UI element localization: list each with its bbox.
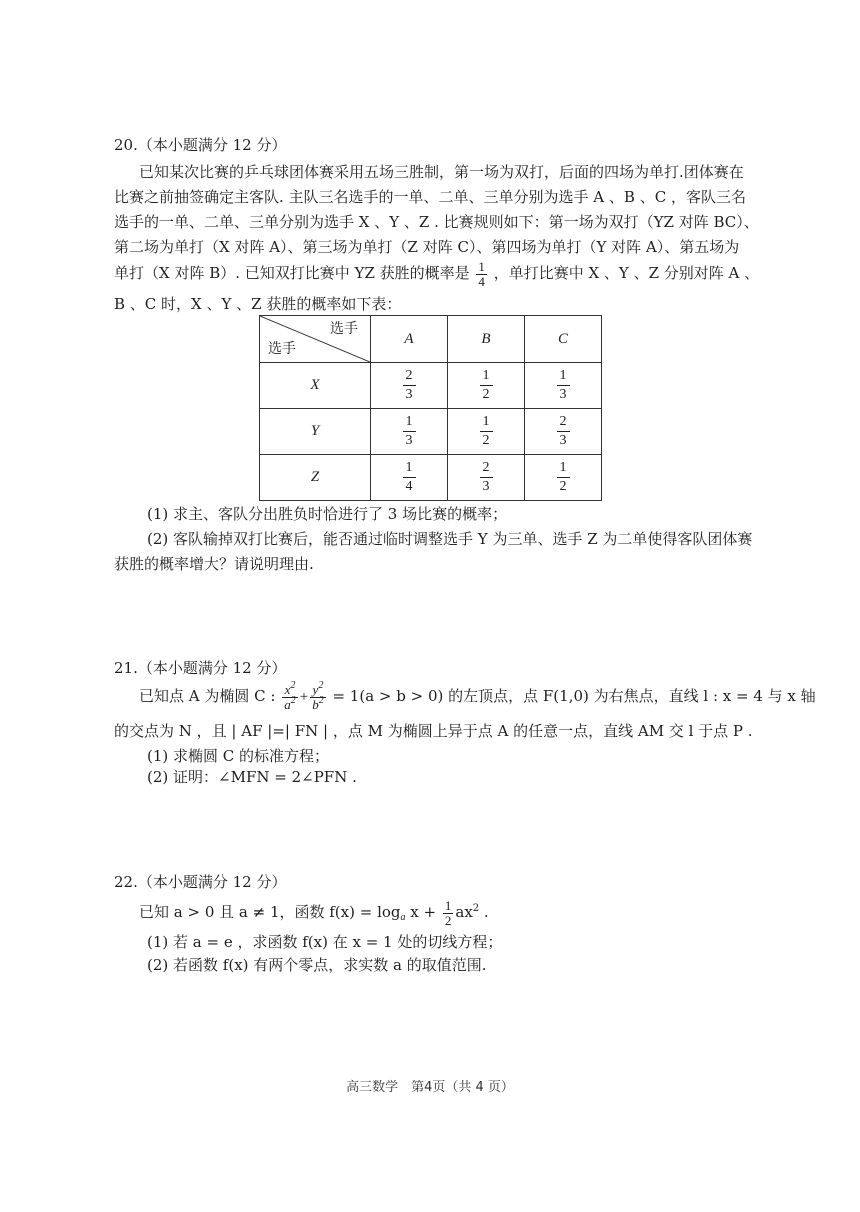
fraction-numerator: 1: [559, 368, 567, 383]
fraction-denominator: 4: [478, 273, 485, 289]
fraction: [403, 413, 416, 450]
exponent: 2: [472, 903, 480, 914]
q20-text-segment: ，单打比赛中 X 、Y 、Z 分别对阵 A 、: [493, 264, 760, 282]
fraction-denominator: 3: [403, 431, 416, 450]
table-row-label: X: [260, 363, 371, 409]
table-cell: [448, 409, 525, 455]
q22-subquestion-1: (1) 若 a = e ，求函数 f(x) 在 x = 1 处的切线方程；: [147, 933, 503, 951]
fraction-numerator: 1: [405, 414, 413, 429]
probability-table: [259, 315, 602, 501]
table-cell: [525, 363, 602, 409]
fraction-numerator: 1: [405, 460, 413, 475]
table-cell: [525, 409, 602, 455]
q21-paragraph-line: 已知点 A 为椭圆 C : $\frac{x^2}{a^2}$ + $\frac{y^2}{b^2}$ = 1(a > b > 0) 的左顶点，点 F(1,0) 为右焦点，直线 l : x = 4 与 x 轴: [139, 679, 816, 712]
fraction-numerator: 2: [482, 460, 490, 475]
fraction-numerator: 1: [444, 897, 452, 913]
table-cell: [371, 455, 448, 501]
q20-paragraph-line: [114, 258, 759, 289]
fraction: [480, 459, 493, 496]
fraction-numerator: 2: [559, 414, 567, 429]
q22-text-segment: x +: [405, 903, 437, 921]
q20-text-segment: 单打（X 对阵 B）. 已知双打比赛中 YZ 获胜的概率是: [114, 264, 470, 282]
q22-text-segment: .: [479, 903, 489, 921]
table-corner-diagonal: [260, 316, 370, 362]
page-footer: 高三数学 第4页（共 4 页）: [346, 1080, 514, 1095]
log-base: a: [400, 912, 406, 923]
ellipse-x-term: $\frac{x^2}{a^2}$: [284, 679, 296, 712]
q20-paragraph-line: 选手的一单、二单、三单分别为选手 X 、Y 、Z . 比赛规则如下：第一场为双打（YZ 对阵 BC）、: [114, 213, 759, 231]
fraction-denominator: 3: [403, 385, 416, 404]
q22-heading: 22.（本小题满分 12 分）: [114, 873, 287, 891]
q21-subquestion-1: (1) 求椭圆 C 的标准方程；: [147, 747, 330, 765]
table-corner-cell: [260, 316, 371, 363]
fraction-numerator: 1: [478, 258, 485, 274]
table-corner-label-bottom: 选手: [268, 341, 296, 357]
q22-text-segment: 已知 a > 0 且 a ≠ 1，函数 f(x) = log: [139, 903, 401, 921]
fraction-numerator: 1: [559, 460, 567, 475]
table-column-header: C: [525, 316, 602, 363]
fraction-denominator: 4: [403, 477, 416, 496]
q21-text-segment: = 1(a > b > 0) 的左顶点，点 F(1,0) 为右焦点，直线 l : x = 4 与 x 轴: [332, 687, 816, 705]
q21-subquestion-2: (2) 证明：∠MFN = 2∠PFN .: [147, 768, 357, 786]
table-row-label: Y: [260, 409, 371, 455]
q22-paragraph-line: [139, 896, 489, 928]
table-row: [260, 409, 602, 455]
fraction-denominator: 2: [444, 912, 452, 928]
q20-subquestion-2: (2) 客队输掉双打比赛后，能否通过临时调整选手 Y 为三单、选手 Z 为二单使得客队团体赛: [147, 530, 753, 548]
q20-subquestion-2-continued: 获胜的概率增大？请说明理由.: [114, 555, 314, 573]
table-cell: [525, 455, 602, 501]
table-cell: [371, 363, 448, 409]
fraction-numerator: 1: [482, 414, 490, 429]
fraction: [557, 413, 570, 450]
fraction: [480, 367, 493, 404]
q21-paragraph-line: 的交点为 N ，且 | AF |=| FN | ，点 M 为椭圆上异于点 A 的任意一点，直线 AM 交 l 于点 P .: [114, 722, 753, 740]
table-cell: [371, 409, 448, 455]
q20-paragraph-line: 第二场为单打（X 对阵 A）、第三场为单打（Z 对阵 C）、第四场为单打（Y 对阵 A）、第五场为: [114, 238, 740, 256]
fraction: [443, 899, 454, 928]
q20-paragraph-line: 比赛之前抽签确定主客队. 主队三名选手的一单、二单、三单分别为选手 A 、B 、C ，客队三名: [114, 188, 746, 206]
table-column-header: A: [371, 316, 448, 363]
table-row-label: Z: [260, 455, 371, 501]
table-corner-label-top: 选手: [330, 321, 358, 337]
fraction-denominator: 3: [480, 477, 493, 496]
fraction: [557, 459, 570, 496]
fraction: [403, 459, 416, 496]
fraction-denominator: 3: [557, 385, 570, 404]
q20-subquestion-1: (1) 求主、客队分出胜负时恰进行了 3 场比赛的概率；: [147, 505, 508, 523]
fraction-denominator: 2: [480, 431, 493, 450]
fraction-numerator: 2: [405, 368, 413, 383]
fraction: [557, 367, 570, 404]
table-row: [260, 363, 602, 409]
q21-text-segment: 已知点 A 为椭圆 C :: [139, 687, 276, 705]
q20-heading: 20.（本小题满分 12 分）: [114, 136, 287, 154]
fraction: [403, 367, 416, 404]
ellipse-y-term: $\frac{y^2}{b^2}$: [312, 679, 324, 712]
fraction: [476, 260, 487, 289]
q22-text-segment: ax: [455, 903, 473, 921]
q20-paragraph-line: B 、C 时，X 、Y 、Z 获胜的概率如下表：: [114, 295, 402, 313]
table-header-row: [260, 316, 602, 363]
fraction: [480, 413, 493, 450]
table-row: [260, 455, 602, 501]
fraction-numerator: 1: [482, 368, 490, 383]
q20-paragraph-line: 已知某次比赛的乒乓球团体赛采用五场三胜制，第一场为双打，后面的四场为单打.团体赛在: [139, 163, 744, 181]
fraction-denominator: 2: [480, 385, 493, 404]
table-column-header: B: [448, 316, 525, 363]
table-cell: [448, 363, 525, 409]
table-cell: [448, 455, 525, 501]
fraction-denominator: 3: [557, 431, 570, 450]
q21-heading: 21.（本小题满分 12 分）: [114, 659, 287, 677]
q22-subquestion-2: (2) 若函数 f(x) 有两个零点，求实数 a 的取值范围.: [147, 956, 487, 974]
fraction-denominator: 2: [557, 477, 570, 496]
